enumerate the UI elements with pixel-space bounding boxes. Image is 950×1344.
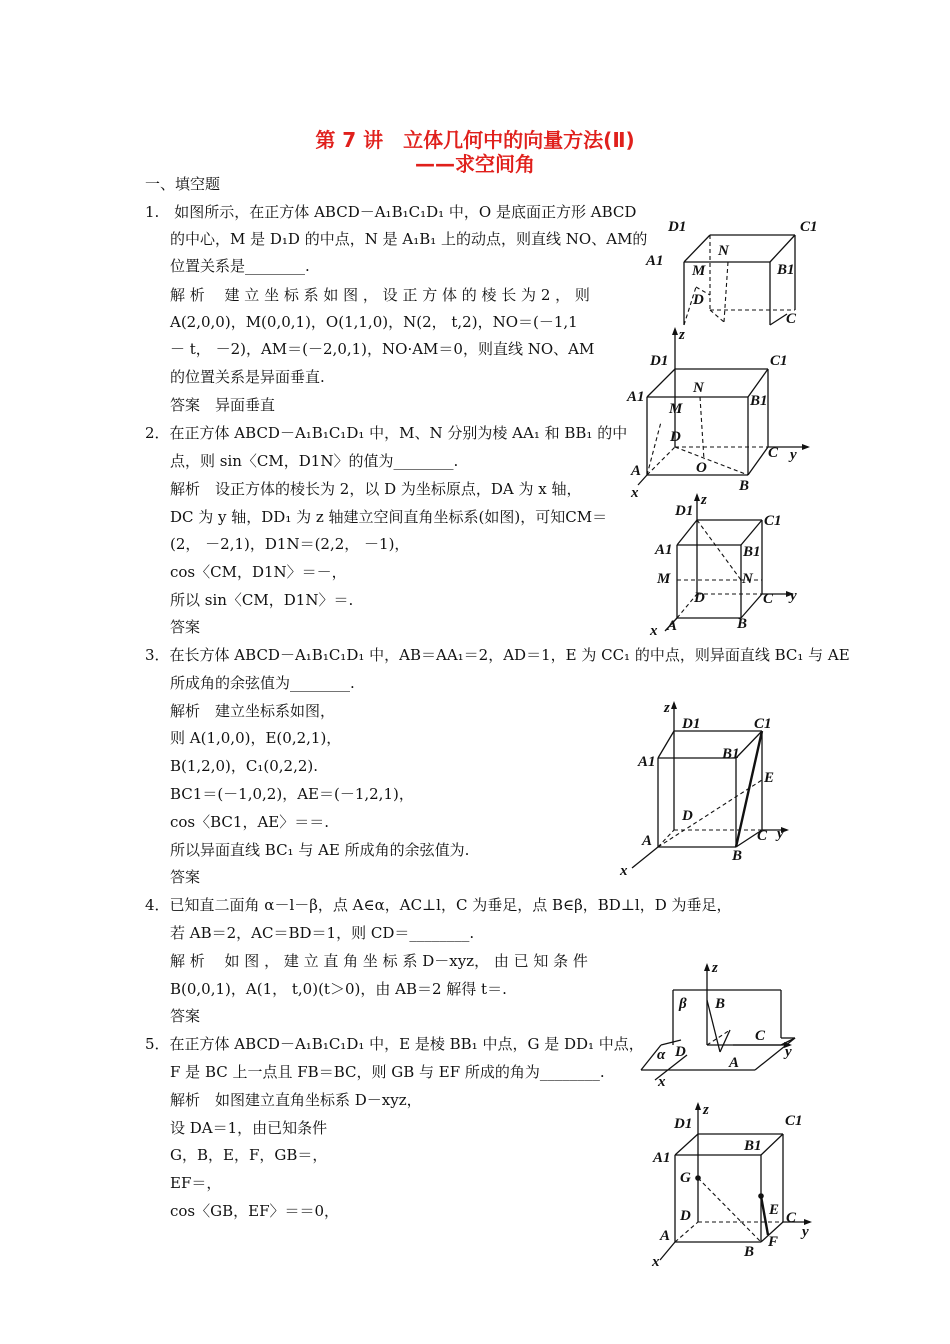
p1-line: 位置关系是________. [170,257,310,275]
p1-line: 解 析 建 立 坐 标 系 如 图 ， 设 正 方 体 的 棱 长 为 2 ， 则 [170,286,590,304]
p5-line: EF＝， [170,1174,222,1192]
p4-line: 若 AB＝2，AC＝BD＝1，则 CD＝________. [170,924,475,942]
fig2-label: x [631,485,639,501]
fig1-label: B1 [777,262,795,278]
fig3-label: C1 [764,513,782,529]
fig3-label: C [763,591,774,607]
p3-line: cos〈BC1，AE〉＝＝. [170,813,330,831]
fig5-label: y [785,1044,792,1060]
p2-answer: 答案 [170,618,201,636]
fig3-label: z [701,492,707,508]
fig2-label: z [679,327,685,343]
fig3-label: x [650,623,658,639]
fig5-label: β [679,996,687,1012]
fig2-label: C1 [770,353,788,369]
p3-line: BC1＝(－1,0,2)，AE＝(－1,2,1)， [170,785,414,803]
cube-figure-1 [640,205,820,330]
fig6-label: B1 [744,1138,762,1154]
p3-line: 所成角的余弦值为________. [170,674,355,692]
p2-line: 解析 设正方体的棱长为 2，以 D 为坐标原点，DA 为 x 轴， [170,480,582,498]
fig1-label: C [786,311,797,327]
z-axis-arrow [704,963,710,971]
p3-line: 则 A(1,0,0)，E(0,2,1)， [170,729,342,747]
fig3-label: y [790,588,797,604]
cube-figure-2 [620,325,820,500]
fig6-label: G [680,1170,691,1186]
cube-figure-6 [640,1100,820,1270]
fig4-label: C [757,828,768,844]
fig1-label: M [692,263,706,279]
fig4-label: z [664,700,670,716]
fig6-label: D [680,1208,691,1224]
fig6-label: y [802,1224,809,1240]
fig2-label: y [790,447,797,463]
fig1-label: A1 [646,253,664,269]
p2-line: 2．在正方体 ABCD－A₁B₁C₁D₁ 中，M、N 分别为棱 AA₁ 和 BB₁ 的中 [145,424,628,442]
z-axis-arrow [671,701,677,709]
fig5-label: α [657,1047,666,1063]
cuboid-figure-4 [612,700,812,879]
p3-line: 所以异面直线 BC₁ 与 AE 所成角的余弦值为. [170,841,470,859]
p4-line: 解 析 如 图 ， 建 立 直 角 坐 标 系 D－xyz， 由 已 知 条 件 [170,952,588,970]
fig1-label: D1 [668,219,687,235]
fig3-label: B [737,616,748,632]
fig2-label: D1 [650,353,669,369]
fig1-label: C1 [800,219,818,235]
dihedral-figure-5 [635,960,815,1090]
fig2-label: C [768,445,779,461]
fig4-label: D [682,808,693,824]
fig3-label: N [742,571,753,587]
p1-line: 的中心，M 是 D₁D 的中点，N 是 A₁B₁ 上的动点，则直线 NO、AM的 [170,230,648,248]
cube-figure-3 [640,490,820,640]
fig6-label: C1 [785,1113,803,1129]
z-axis-arrow [695,1102,701,1110]
p1-answer: 答案 异面垂直 [170,396,276,414]
fig2-label: M [669,401,683,417]
fig6-label: F [768,1234,779,1250]
fig6-label: B [744,1244,755,1260]
fig6-label: A1 [653,1150,671,1166]
title-line-2: ——求空间角 [415,152,535,176]
fig5-label: A [729,1055,740,1071]
p3-line: 解析 建立坐标系如图， [170,702,336,720]
fig5-label: x [658,1074,666,1090]
fig2-label: D [670,429,681,445]
p2-line: cos〈CM，D1N〉＝－， [170,563,347,581]
fig6-label: E [769,1202,780,1218]
fig4-label: D1 [682,716,701,732]
fig6-label: D1 [674,1116,693,1132]
p1-line: A(2,0,0)，M(0,0,1)，O(1,1,0)，N(2， t,2)，NO＝(－1,1 [170,313,578,331]
p2-line: (2， －2,1)，D1N＝(2,2， －1)， [170,535,410,553]
fig4-label: B1 [722,746,740,762]
fig4-label: B [732,848,743,864]
fig4-label: A [642,833,653,849]
p5-line: cos〈GB，EF〉＝＝0， [170,1202,340,1220]
fig3-label: B1 [743,544,761,560]
fig4-label: C1 [754,716,772,732]
p1-line: 的位置关系是异面垂直. [170,368,325,386]
p5-line: 设 DA＝1，由已知条件 [170,1119,328,1137]
fig4-label: A1 [638,754,656,770]
p2-line: DC 为 y 轴，DD₁ 为 z 轴建立空间直角坐标系(如图)，可知CM＝ [170,508,608,526]
point-e [758,1193,764,1199]
p5-line: F 是 BC 上一点且 FB＝BC，则 GB 与 EF 所成的角为________. [170,1063,605,1081]
fig4-label: x [620,863,628,879]
fig2-label: B [739,478,750,494]
fig4-label: E [764,770,775,786]
p1-line: 1. 如图所示，在正方体 ABCD－A₁B₁C₁D₁ 中，O 是底面正方形 ABCD [145,203,637,221]
p5-line: G，B，E，F，GB＝， [170,1146,328,1164]
fig1-label: N [718,243,729,259]
fig6-label: x [652,1254,660,1270]
p1-line: － t， －2)，AM＝(－2,0,1)，NO·AM＝0，则直线 NO、AM [170,340,595,358]
fig3-label: D1 [675,503,694,519]
fig3-label: A1 [655,542,673,558]
p2-line: 所以 sin〈CM，D1N〉＝. [170,591,354,609]
p3-answer: 答案 [170,868,201,886]
title-line-1: 第 7 讲 立体几何中的向量方法(Ⅱ) [315,128,635,152]
section-heading: 一、填空题 [145,175,221,193]
p3-line: B(1,2,0)，C₁(0,2,2). [170,757,319,775]
fig1-label: D [693,292,704,308]
p5-line: 5．在正方体 ABCD－A₁B₁C₁D₁ 中，E 是棱 BB₁ 中点，G 是 DD₁ 中点， [145,1035,644,1053]
y-axis-arrow [802,444,810,450]
p3-line: 3．在长方体 ABCD－A₁B₁C₁D₁ 中，AB＝AA₁＝2，AD＝1，E 为 CC₁ 的中点，则异面直线 BC₁ 与 AE [145,646,850,664]
fig3-label: D [694,590,705,606]
z-axis-arrow [672,327,678,335]
fig6-label: C [786,1210,797,1226]
fig4-label: y [777,826,784,842]
fig2-label: N [693,380,704,396]
fig3-label: M [657,571,671,587]
p4-line: 4．已知直二面角 α－l－β，点 A∈α，AC⊥l，C 为垂足，点 B∈β，BD⊥l，D 为垂足， [145,896,732,914]
fig3-label: A [667,618,678,634]
fig5-label: B [715,996,726,1012]
fig5-label: D [675,1044,686,1060]
fig5-label: C [755,1028,766,1044]
z-axis-arrow [694,493,700,501]
fig2-label: A1 [627,389,645,405]
point-g [695,1175,701,1181]
p4-line: B(0,0,1)，A(1， t,0)(t＞0)，由 AB＝2 解得 t＝. [170,980,507,998]
p2-line: 点，则 sin〈CM，D1N〉的值为________. [170,452,459,470]
p5-line: 解析 如图建立直角坐标系 D－xyz， [170,1091,422,1109]
fig2-label: A [631,463,642,479]
fig5-label: z [712,960,718,976]
fig6-label: z [703,1102,709,1118]
p4-answer: 答案 [170,1007,201,1025]
fig2-label: B1 [750,393,768,409]
fig2-label: O [696,460,707,476]
fig6-label: A [660,1228,671,1244]
